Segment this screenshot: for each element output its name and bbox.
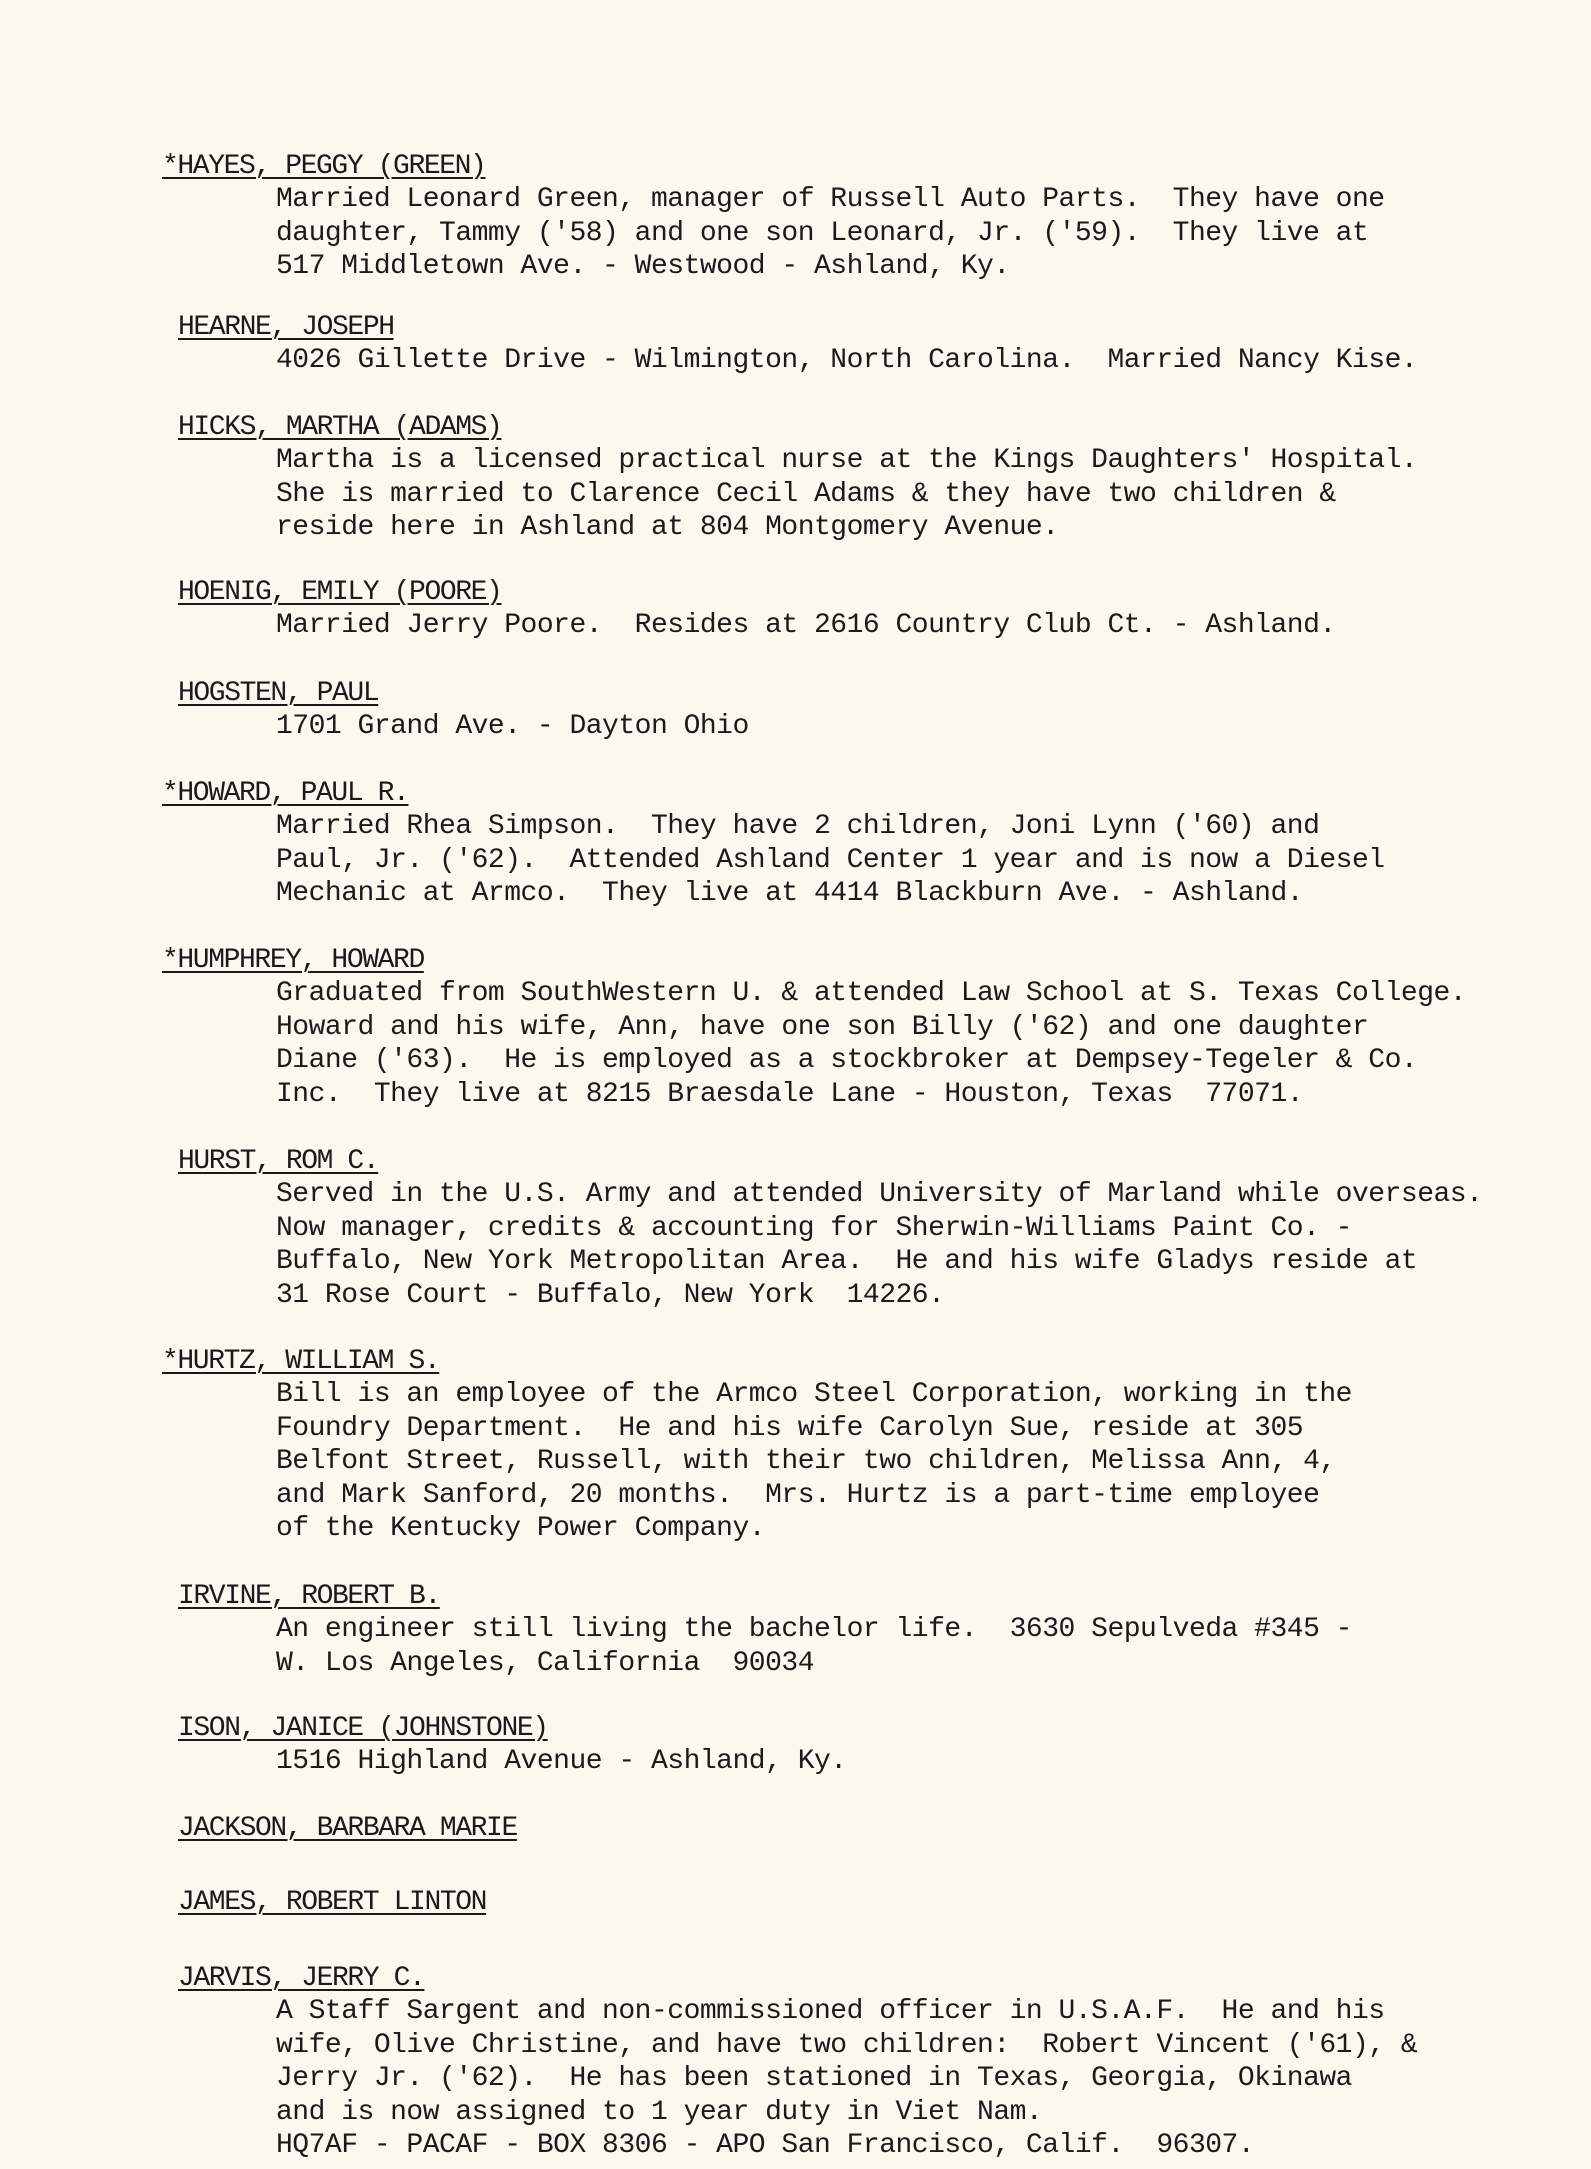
entry-name: *HUMPHREY, HOWARD bbox=[162, 945, 424, 976]
entry-line: Diane ('63). He is employed as a stockbroker at Dempsey-Tegeler & Co. bbox=[276, 1045, 1418, 1077]
entry-line: 1516 Highland Avenue - Ashland, Ky. bbox=[276, 1746, 847, 1777]
entry-hayes bbox=[162, 150, 1538, 284]
entry-name: IRVINE, ROBERT B. bbox=[178, 1581, 440, 1612]
entry-name: *HAYES, PEGGY (GREEN) bbox=[162, 151, 486, 182]
entry-hogsten bbox=[178, 677, 1538, 744]
entry-line: A Staff Sargent and non-commissioned officer in U.S.A.F. He and his bbox=[276, 1996, 1385, 2027]
entry-line: reside here in Ashland at 804 Montgomery Avenue. bbox=[276, 512, 1059, 544]
entry-name: HICKS, MARTHA (ADAMS) bbox=[178, 412, 502, 443]
entry-hearne bbox=[178, 311, 1538, 378]
entry-name: HURST, ROM C. bbox=[178, 1146, 379, 1177]
entry-line: daughter, Tammy ('58) and one son Leonard, Jr. ('59). They live at bbox=[276, 217, 1369, 249]
entry-line: of the Kentucky Power Company. bbox=[276, 1513, 766, 1545]
entry-hurst bbox=[178, 1145, 1538, 1312]
entry-howard bbox=[162, 777, 1538, 911]
entry-line: Martha is a licensed practical nurse at the Kings Daughters' Hospital. bbox=[276, 445, 1418, 476]
entry-line: 517 Middletown Ave. - Westwood - Ashland, Ky. bbox=[276, 251, 1010, 283]
entry-line: Mechanic at Armco. They live at 4414 Blackburn Ave. - Ashland. bbox=[276, 878, 1304, 910]
entry-line: Paul, Jr. ('62). Attended Ashland Center 1 year and is now a Diesel bbox=[276, 844, 1385, 876]
entry-name: HEARNE, JOSEPH bbox=[178, 312, 394, 343]
entry-line: Howard and his wife, Ann, have one son Billy ('62) and one daughter bbox=[276, 1011, 1369, 1043]
entry-line: Inc. They live at 8215 Braesdale Lane - Houston, Texas 77071. bbox=[276, 1078, 1304, 1110]
entry-line: 4026 Gillette Drive - Wilmington, North Carolina. Married Nancy Kise. bbox=[276, 345, 1418, 376]
entry-line: Bill is an employee of the Armco Steel Corporation, working in the bbox=[276, 1379, 1352, 1410]
entry-jarvis bbox=[178, 1962, 1538, 2163]
entry-line: and is now assigned to 1 year duty in Viet Nam. bbox=[276, 2096, 1043, 2128]
entry-hurtz bbox=[162, 1345, 1538, 1546]
entry-line: 1701 Grand Ave. - Dayton Ohio bbox=[276, 711, 749, 742]
entry-name: JACKSON, BARBARA MARIE bbox=[178, 1813, 517, 1844]
entry-line: She is married to Clarence Cecil Adams & they have two children & bbox=[276, 478, 1336, 510]
entry-line: Graduated from SouthWestern U. & attended Law School at S. Texas College. bbox=[276, 978, 1467, 1009]
entry-line: HQ7AF - PACAF - BOX 8306 - APO San Francisco, Calif. 96307. bbox=[276, 2130, 1255, 2162]
entry-name: ISON, JANICE (JOHNSTONE) bbox=[178, 1713, 548, 1744]
entry-ison bbox=[178, 1712, 1538, 1779]
entry-line: Married Jerry Poore. Resides at 2616 Country Club Ct. - Ashland. bbox=[276, 610, 1336, 641]
entry-line: Foundry Department. He and his wife Carolyn Sue, reside at 305 bbox=[276, 1412, 1304, 1444]
entry-hoenig bbox=[178, 576, 1538, 643]
entry-line: Jerry Jr. ('62). He has been stationed in Texas, Georgia, Okinawa bbox=[276, 2063, 1352, 2095]
entry-line: Married Rhea Simpson. They have 2 children, Joni Lynn ('60) and bbox=[276, 811, 1320, 842]
entry-james bbox=[178, 1886, 1538, 1919]
entry-irvine bbox=[178, 1580, 1538, 1680]
entry-name: HOGSTEN, PAUL bbox=[178, 678, 379, 709]
entry-name: *HOWARD, PAUL R. bbox=[162, 778, 409, 809]
entry-line: wife, Olive Christine, and have two children: Robert Vincent ('61), & bbox=[276, 2029, 1418, 2061]
entry-line: and Mark Sanford, 20 months. Mrs. Hurtz is a part-time employee bbox=[276, 1479, 1320, 1511]
entry-name: JARVIS, JERRY C. bbox=[178, 1963, 425, 1994]
entry-line: W. Los Angeles, California 90034 bbox=[276, 1647, 814, 1679]
entry-hicks bbox=[178, 411, 1538, 545]
entry-line: An engineer still living the bachelor life. 3630 Sepulveda #345 - bbox=[276, 1614, 1352, 1645]
entry-line: Now manager, credits & accounting for Sherwin-Williams Paint Co. - bbox=[276, 1212, 1352, 1244]
entry-line: Married Leonard Green, manager of Russell Auto Parts. They have one bbox=[276, 184, 1385, 215]
entry-name: JAMES, ROBERT LINTON bbox=[178, 1887, 487, 1918]
entry-jackson bbox=[178, 1812, 1538, 1845]
entry-line: Belfont Street, Russell, with their two children, Melissa Ann, 4, bbox=[276, 1446, 1336, 1478]
entry-name: *HURTZ, WILLIAM S. bbox=[162, 1346, 440, 1377]
entry-line: 31 Rose Court - Buffalo, New York 14226. bbox=[276, 1279, 945, 1311]
entry-line: Buffalo, New York Metropolitan Area. He and his wife Gladys reside at bbox=[276, 1246, 1418, 1278]
entry-humphrey bbox=[162, 944, 1538, 1111]
entry-line: Served in the U.S. Army and attended University of Marland while overseas. bbox=[276, 1179, 1483, 1210]
entry-name: HOENIG, EMILY (POORE) bbox=[178, 577, 502, 608]
